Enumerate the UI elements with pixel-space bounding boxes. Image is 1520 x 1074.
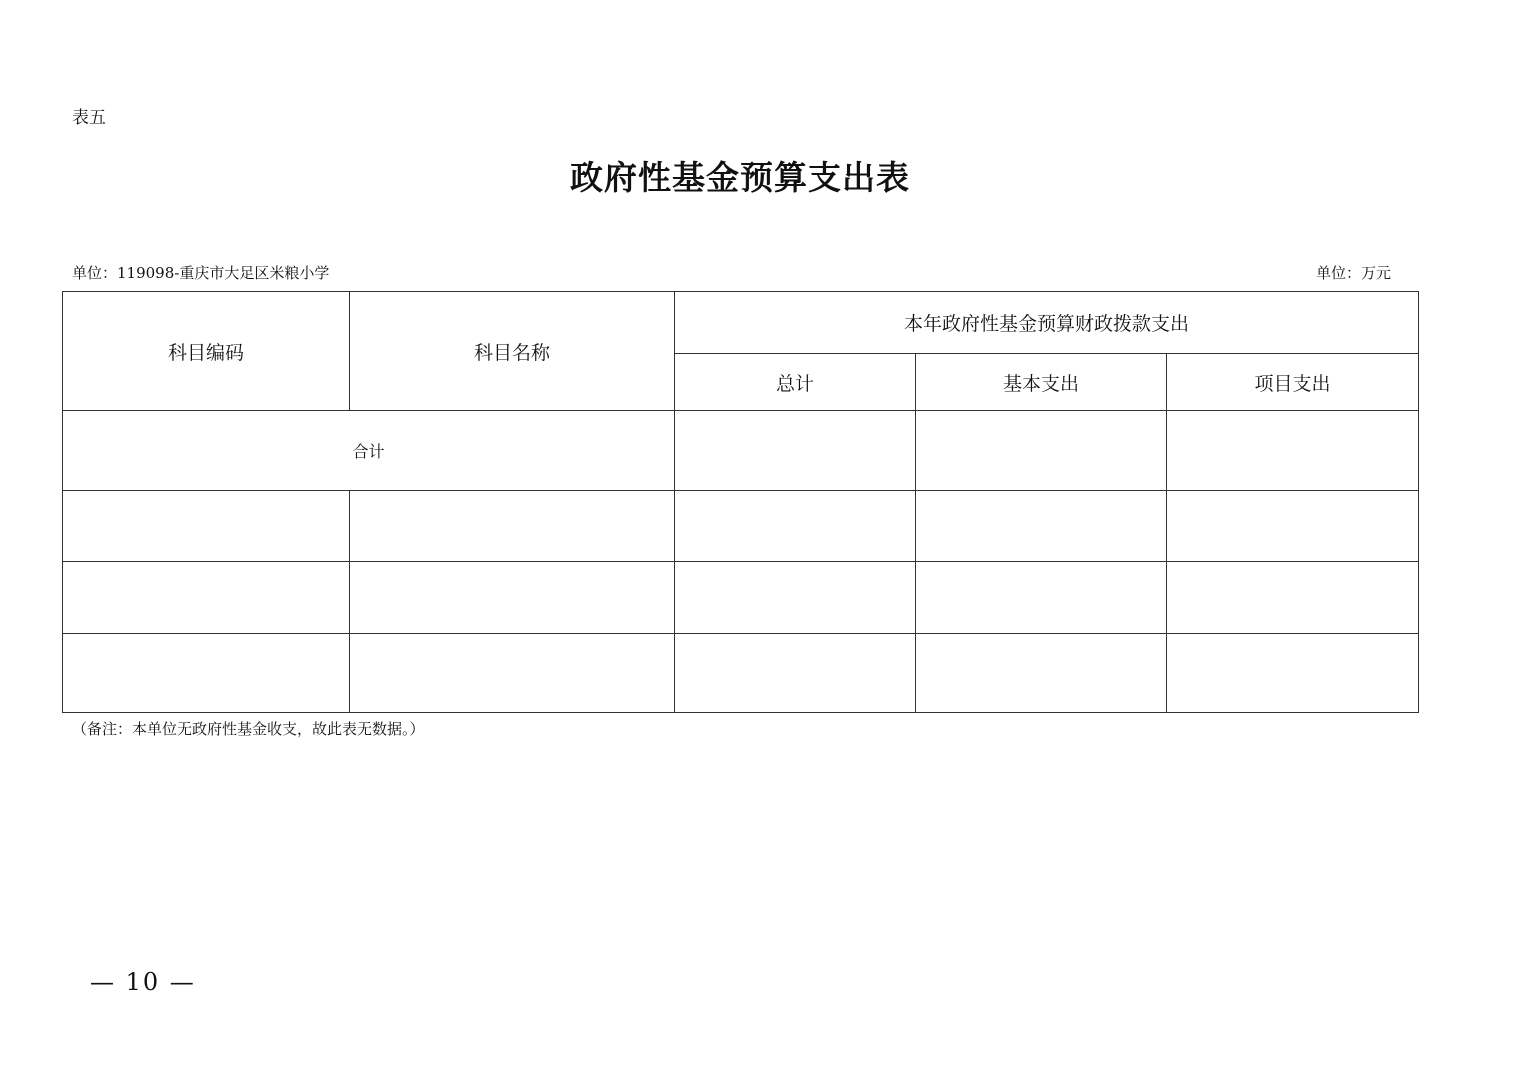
header-basic-expenditure: 基本支出 xyxy=(916,354,1167,411)
row-total xyxy=(675,634,916,713)
currency-unit-label: 单位：万元 xyxy=(1316,264,1392,282)
row-total xyxy=(675,562,916,634)
table-row xyxy=(63,634,1419,713)
header-subject-name: 科目名称 xyxy=(350,292,675,411)
header-total: 总计 xyxy=(675,354,916,411)
row-code xyxy=(63,634,350,713)
unit-name-label: 单位：119098-重庆市大足区米粮小学 xyxy=(72,264,330,282)
row-name xyxy=(350,562,675,634)
total-row-label: 合计 xyxy=(63,411,675,491)
header-subject-code: 科目编码 xyxy=(63,292,350,411)
header-row-1 xyxy=(63,292,1419,354)
row-total xyxy=(675,491,916,562)
row-project xyxy=(1167,491,1419,562)
row-project xyxy=(1167,562,1419,634)
total-row-total xyxy=(675,411,916,491)
row-code xyxy=(63,491,350,562)
row-name xyxy=(350,634,675,713)
row-basic xyxy=(916,562,1167,634)
table-row xyxy=(63,491,1419,562)
page-title: 政府性基金预算支出表 xyxy=(570,158,910,197)
footnote: （备注：本单位无政府性基金收支，故此表无数据。） xyxy=(72,720,425,738)
table-row xyxy=(63,562,1419,634)
total-row xyxy=(63,411,1419,491)
page-number: — 10 — xyxy=(90,968,196,996)
row-code xyxy=(63,562,350,634)
row-basic xyxy=(916,634,1167,713)
total-row-project xyxy=(1167,411,1419,491)
budget-expenditure-table xyxy=(62,291,1419,713)
header-project-expenditure: 项目支出 xyxy=(1167,354,1419,411)
row-project xyxy=(1167,634,1419,713)
table-number-label: 表五 xyxy=(72,108,106,128)
row-basic xyxy=(916,491,1167,562)
header-appropriation-group: 本年政府性基金预算财政拨款支出 xyxy=(675,292,1419,354)
row-name xyxy=(350,491,675,562)
total-row-basic xyxy=(916,411,1167,491)
